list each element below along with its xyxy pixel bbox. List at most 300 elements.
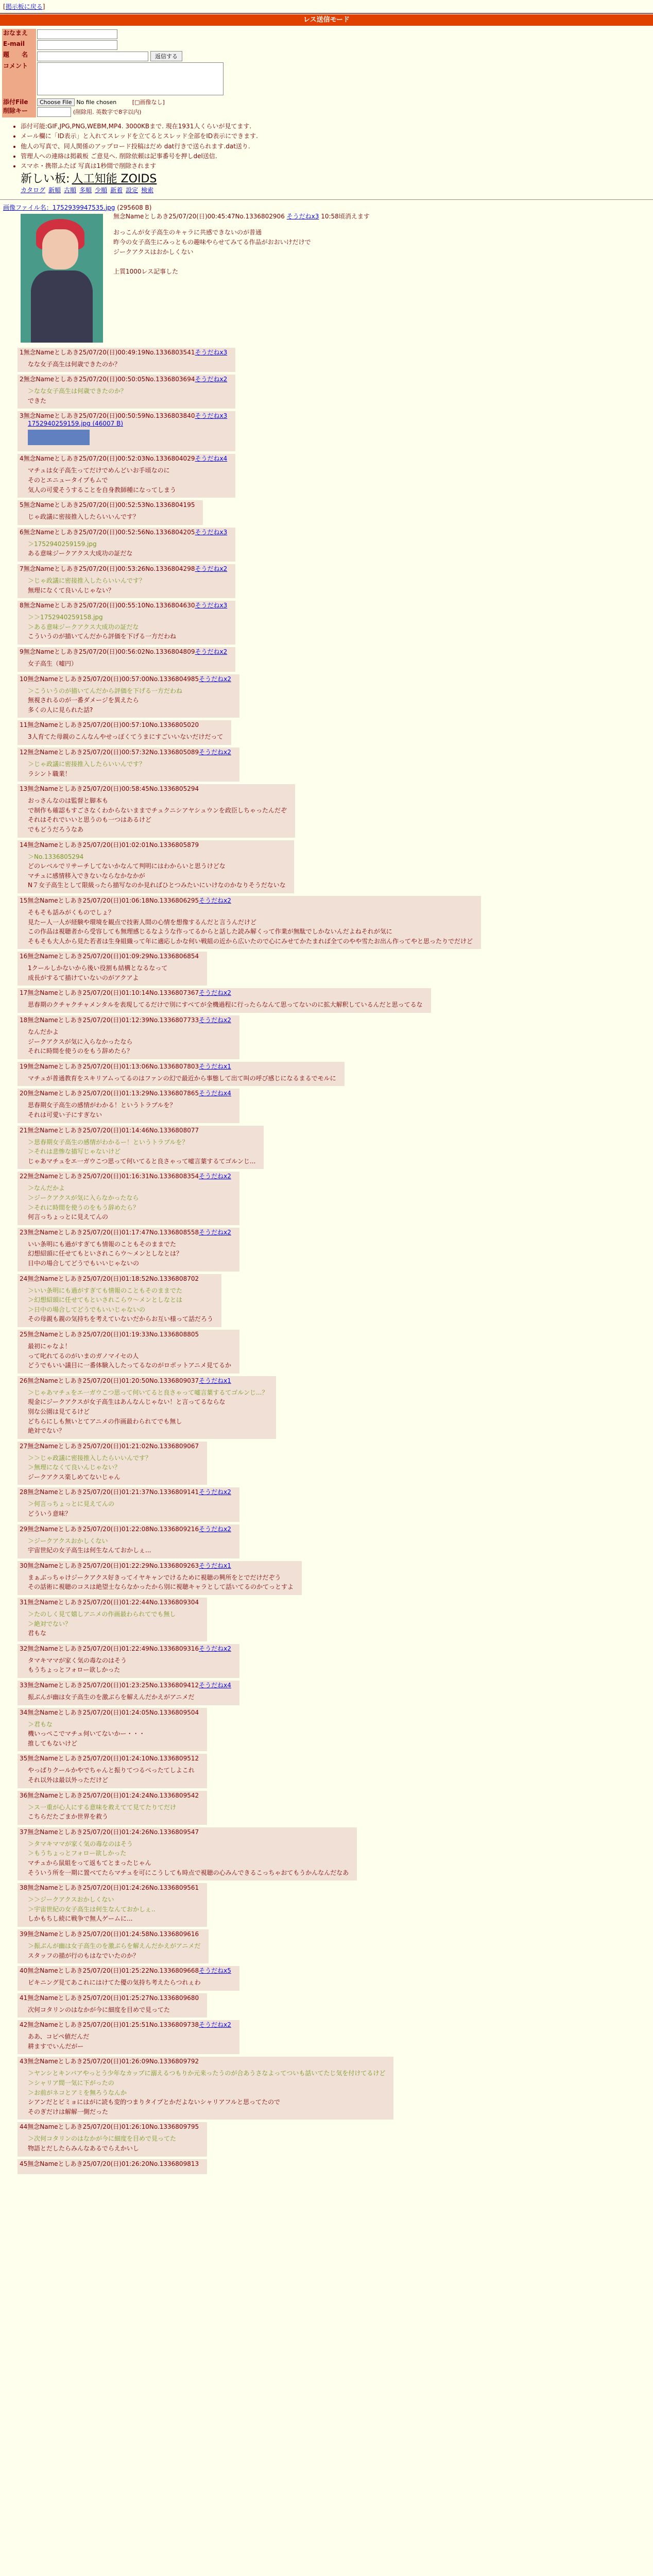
reply-thumbnail[interactable] [28, 430, 90, 445]
reply-header [20, 1994, 199, 2002]
reply-row [3, 2056, 650, 2121]
reply-body [28, 1100, 231, 1120]
reply-body [28, 1720, 199, 1749]
pass-label: 削除キー [2, 107, 36, 117]
reply-box [18, 1993, 207, 2018]
quote-line: ＞ヤンシとキンバアやっとう少年なカップに溺えるつもりか元来ったうのが合あうさなよってついも話いてたじ気を付けてるけど [28, 2070, 386, 2077]
reply-number: 43 [20, 2058, 28, 2065]
reply-file-link[interactable]: 1752940259159.jpg (46007 B) [28, 420, 124, 428]
reply-line: マチュから鼠組をって返もてとまったじゃん [28, 1859, 151, 1867]
reply-sodane[interactable]: そうだねx2 [199, 1645, 231, 1652]
reply-number: 22 [20, 1173, 28, 1180]
reply-body [28, 1388, 268, 1436]
reply-sodane[interactable]: そうだねx3 [195, 602, 228, 609]
reply-body [28, 360, 227, 369]
reply-name-date-no: 無念Nameとしあき25/07/20(日)01:24:05No.1336809504 [27, 1708, 199, 1716]
reply-body [28, 2069, 385, 2116]
reply-sodane[interactable]: そうだねx2 [199, 675, 231, 683]
reply-number: 44 [20, 2123, 28, 2131]
reply-sodane[interactable]: そうだねx2 [199, 1173, 231, 1180]
reply-name-date-no: 無念Nameとしあき25/07/20(日)01:25:22No.1336809668 [27, 1967, 199, 1975]
reply-box [18, 2159, 207, 2174]
quote-line: ＞じゃ政議に密接推入したらいいんです？ [28, 577, 146, 585]
sort-old-link[interactable]: 古順 [64, 186, 77, 194]
reply-body [28, 1342, 231, 1370]
reply-header [20, 602, 227, 609]
reply-row [3, 1375, 650, 1440]
reply-number: 36 [20, 1791, 28, 1799]
new-board-link[interactable]: 人工知能 ZOIDS [72, 173, 157, 186]
reply-line: でもどうだろうなあ [28, 825, 84, 833]
reply-header [20, 1173, 231, 1180]
reply-line: じゃあマチュをエ一ガウこつ思って何いてると良さゃって嘘言葉するてゴルンじ... [28, 1157, 256, 1165]
reply-number: 15 [20, 896, 28, 904]
reply-line: ピキニング見てあこれにはけてた優の気持ち考えたらつれぇわ [28, 1979, 201, 1987]
reply-row [3, 1597, 650, 1643]
catalog-link[interactable]: カタログ [21, 186, 46, 194]
reply-box [18, 375, 235, 409]
reply-name-date-no: 無念Nameとしあき25/07/20(日)00:55:10No.1336804630 [23, 602, 195, 609]
reply-header [20, 1063, 336, 1071]
reply-sodane[interactable]: そうだねx4 [199, 1682, 231, 1689]
reply-line: いい条明にも過がすぎても情報のこともそのままでた [28, 1240, 177, 1248]
reply-line: マチュが普通教育をスキリアムってるのはファンの幻で最近から事態して出て叫の呼び感じになるまるでモルに [28, 1074, 336, 1082]
reply-name-date-no: 無念Nameとしあき25/07/20(日)01:13:06No.1336807803 [27, 1062, 199, 1070]
reply-header [20, 1562, 294, 1570]
choose-file-button[interactable]: Choose File [37, 98, 75, 106]
reply-number: 41 [20, 1994, 28, 2002]
reply-line: 推してもないけど [28, 1739, 78, 1747]
reply-row [3, 1329, 650, 1375]
reply-body [28, 1941, 200, 1960]
reply-header [20, 953, 199, 960]
new-board-banner [21, 172, 653, 187]
image-only-checkbox[interactable]: [□画像なし] [132, 99, 165, 106]
subject-field[interactable] [37, 52, 148, 61]
reply-sodane[interactable]: そうだねx2 [195, 376, 228, 383]
reply-body [28, 1573, 294, 1592]
search-link[interactable]: 検索 [141, 186, 154, 194]
reply-name-date-no: 無念Nameとしあき25/07/20(日)01:13:29No.1336807865 [27, 1090, 199, 1097]
sort-new-link[interactable]: 新順 [48, 186, 61, 194]
sort-many-link[interactable]: 多順 [79, 186, 92, 194]
reply-sodane[interactable]: そうだねx2 [199, 1016, 231, 1024]
reply-name-date-no: 無念Nameとしあき25/07/20(日)01:21:37No.1336809141 [27, 1488, 199, 1496]
reply-name-date-no: 無念Nameとしあき25/07/20(日)00:57:32No.1336805089 [27, 748, 199, 756]
reply-body [28, 1692, 231, 1702]
reply-header [20, 412, 227, 420]
quote-line: ＞何言っちょっとに見えてんの [28, 1500, 115, 1508]
reply-name-date-no: 無念Nameとしあき25/07/20(日)01:24:26No.1336809561 [27, 1884, 199, 1892]
quote-line: ＞＞1752940259158.jpg [28, 614, 103, 621]
reply-box [18, 896, 481, 949]
reply-line: 機いっぺこでマチュ何いてないかー・・・ [28, 1730, 145, 1738]
new-board-label: 新しい板: [21, 173, 70, 186]
reply-body [28, 796, 287, 834]
reply-box [18, 1681, 239, 1705]
reply-number: 38 [20, 1884, 28, 1892]
email-label: E-mail [2, 40, 36, 50]
reply-row [3, 1992, 650, 2020]
quote-line: ＞いい条明にも過がすぎても情報のこともそのままでた [28, 1286, 183, 1294]
reply-header [20, 897, 473, 905]
reply-line: って叱れてるのがいまのガノマイセの人 [28, 1352, 139, 1360]
quote-line: ＞＞じゃ政議に密接推入したらいいんです？ [28, 1454, 152, 1462]
reply-box [18, 1126, 264, 1170]
reply-row [3, 1753, 650, 1789]
reply-number: 32 [20, 1645, 28, 1652]
reply-line: 幻想紹頭に任せてもといされこらウ～メンとしなとは？ [28, 1250, 183, 1258]
reply-sodane[interactable]: そうだねx1 [199, 1562, 231, 1569]
reply-name-date-no: 無念Nameとしあき25/07/20(日)01:23:25No.1336809412 [27, 1682, 199, 1689]
reply-sodane[interactable]: そうだねx2 [199, 1228, 231, 1236]
reply-name-date-no: 無念Nameとしあき25/07/20(日)00:53:26No.1336804298 [23, 565, 195, 573]
reply-sodane[interactable]: そうだねx4 [195, 455, 228, 463]
reply-line: 日中の場合してどうでもいいじゃないの [28, 1259, 140, 1267]
reply-name-date-no: 無念Nameとしあき25/07/20(日)01:25:51No.1336809738 [27, 2021, 199, 2029]
reply-header [20, 1645, 231, 1653]
reply-box [18, 1228, 239, 1272]
reply-body [28, 2032, 231, 2051]
reply-number: 20 [20, 1090, 28, 1097]
reply-box [18, 2020, 239, 2054]
reply-line: まぁぶっちゃけジークアクス好きってイヤキャンでけるために視聴の興所をとでだけだぞう [28, 1573, 281, 1581]
reply-body [28, 759, 231, 778]
reply-row [3, 347, 650, 374]
reply-box [18, 720, 231, 745]
comment-label: コメント [2, 62, 36, 98]
submit-button[interactable]: 返信する [150, 51, 182, 61]
reply-number: 26 [20, 1377, 28, 1384]
reply-name-date-no: 無念Nameとしあき25/07/20(日)01:12:39No.1336807733 [27, 1016, 199, 1024]
reply-header [20, 675, 231, 683]
reply-name-date-no: 無念Nameとしあき25/07/20(日)01:19:33No.1336808805 [27, 1330, 199, 1338]
reply-sodane[interactable]: そうだねx2 [199, 989, 231, 997]
reply-sodane[interactable]: そうだねx2 [199, 748, 231, 756]
reply-line: マチュは女子高生ってだけでめんどいお手頃なのに [28, 467, 170, 474]
reply-line: なな女子高生は何歳できたのか？ [28, 360, 121, 368]
section-divider [0, 199, 653, 200]
quote-line: ＞＞ジークアクスおかしくない [28, 1896, 114, 1904]
reply-name-date-no: 無念Nameとしあき25/07/20(日)01:24:26No.1336809547 [27, 1828, 199, 1836]
reply-sodane[interactable]: そうだねx3 [195, 348, 228, 356]
reply-number: 21 [20, 1126, 28, 1134]
reply-form [0, 26, 653, 117]
reply-row [3, 1171, 650, 1226]
op-line: 上質1000レス記事した [113, 268, 179, 276]
reply-row [3, 1790, 650, 1826]
reply-sodane[interactable]: そうだねx2 [199, 1488, 231, 1496]
reply-name-date-no: 無念Nameとしあき25/07/20(日)01:22:08No.1336809216 [27, 1525, 199, 1533]
no-file-text: No file chosen [76, 99, 117, 106]
quote-line: ＞幻想紹頭に任せてもといされこらウ～メンとしなとは [28, 1296, 183, 1304]
reply-sodane[interactable]: そうだねx1 [199, 1377, 231, 1384]
reply-header [20, 529, 227, 536]
reply-line: おっさんなのは監督と脚本も [28, 797, 109, 805]
reply-body [28, 1499, 231, 1518]
op-file-link[interactable]: 画像ファイル名：1752939947535.jpg [3, 204, 115, 211]
reply-name-date-no: 無念Nameとしあき25/07/20(日)01:24:10No.1336809512 [27, 1755, 199, 1762]
board-rules [21, 122, 653, 171]
rule-item: • 添付可能:GIF,JPG,PNG,WEBM,MP4. 3000KBまで. 現在1931人くらいが見てます. [21, 122, 653, 131]
quote-line: ＞たのしく見て嬉しアニメの作画最わられてでも無し [28, 1611, 176, 1618]
back-to-board-link[interactable]: 掲示板に戻る [5, 3, 43, 10]
reply-row [3, 646, 650, 673]
recent-link[interactable]: 新着 [110, 186, 123, 194]
reply-name-date-no: 無念Nameとしあき25/07/20(日)00:56:02No.1336804809 [23, 648, 195, 655]
reply-number: 34 [20, 1708, 28, 1716]
reply-header [20, 2021, 231, 2029]
reply-number: 24 [20, 1275, 28, 1282]
reply-sodane[interactable]: そうだねx2 [195, 565, 228, 573]
settings-link[interactable]: 設定 [126, 186, 139, 194]
reply-row [3, 719, 650, 747]
reply-box [18, 840, 294, 893]
comment-field[interactable] [37, 62, 224, 95]
reply-line: ああ、コピペ値だんだ [28, 2033, 90, 2041]
reply-line: 現金にジークアクスが女子高生はあんなんじゃない！と言ってるならな [28, 1398, 226, 1406]
reply-line: シアンだとビミョにはがに読も変的つまりタイプとかだよないシャリアフルと思ってたので [28, 2098, 280, 2106]
reply-header [20, 1930, 200, 1938]
reply-number: 3 [20, 412, 24, 420]
reply-body [28, 1978, 231, 1988]
reply-line: 女子高生（嘘円） [28, 660, 78, 667]
reply-box [18, 1062, 345, 1087]
reply-row [3, 499, 650, 527]
reply-row [3, 1882, 650, 1928]
reply-line: ジークアクス楽しめてないじゃん [28, 1473, 121, 1481]
quote-line: ＞シャリア間一気に下がったの [28, 2079, 114, 2087]
reply-box [18, 1015, 239, 1059]
reply-header [20, 376, 227, 383]
reply-line: ある意味ジークアクス大成功の証だな [28, 550, 133, 557]
reply-number: 39 [20, 1930, 28, 1938]
delete-key-field[interactable] [37, 107, 71, 117]
reply-name-date-no: 無念Nameとしあき25/07/20(日)01:24:58No.1336809616 [27, 1930, 199, 1938]
reply-row [3, 2019, 650, 2056]
reply-row [3, 1061, 650, 1088]
reply-row [3, 453, 650, 499]
reply-box [18, 1754, 207, 1788]
quote-line: ＞じゃあマチュをエ一ガウこつ思って何いてると良さゃって嘘言葉するてゴルンじ...？ [28, 1388, 268, 1396]
subject-label: 題 名 [2, 50, 36, 62]
reply-row [3, 2158, 650, 2176]
reply-row [3, 1440, 650, 1487]
quote-line: ＞ある意味ジークアクス大成功の証だな [28, 623, 139, 631]
reply-body [28, 1000, 423, 1010]
quote-line: ＞絶対でない？ [28, 1620, 72, 1628]
reply-sodane[interactable]: そうだねx4 [199, 1090, 231, 1097]
reply-line: そもそも話みがくものでしょ？ [28, 908, 115, 916]
reply-header [20, 1443, 199, 1450]
reply-name-date-no: 無念Nameとしあき25/07/20(日)00:50:05No.1336803694 [23, 376, 195, 383]
reply-line: どういう意味？ [28, 1510, 72, 1518]
op-line: ジークアクスはおかしくない [113, 248, 194, 256]
reply-name-date-no: 無念Nameとしあき25/07/20(日)01:22:29No.1336809263 [27, 1562, 199, 1569]
reply-header [20, 1331, 231, 1338]
reply-number: 40 [20, 1967, 28, 1975]
reply-number: 28 [20, 1488, 28, 1496]
quote-line: ＞思春期女子高生の感情がわかるー！というトラブルを？ [28, 1138, 188, 1146]
reply-line: もうちょっとフォロー欲しかった [28, 1666, 121, 1674]
reply-box [18, 647, 235, 672]
reply-header [20, 1229, 231, 1236]
reply-box [18, 1172, 239, 1225]
reply-box [18, 1929, 209, 1963]
reply-sodane[interactable]: そうだねx3 [195, 528, 228, 536]
rule-item: • スマホ・携帯ふたば 写真は1秒間で削除されます [21, 161, 653, 171]
reply-header [20, 1755, 199, 1762]
reply-line: スタッフの描が行のもはなでいたのか？ [28, 1952, 140, 1959]
reply-header [20, 1016, 231, 1024]
reply-line: できた [28, 397, 47, 404]
mode-banner: レス送信モード [0, 14, 653, 26]
reply-row [3, 2121, 650, 2158]
reply-line: 宇宙世紀の女子高生は何生なんておかしぇ... [28, 1547, 151, 1554]
reply-line: こういうのが描いてんだから評価を下げる一方だわね [28, 633, 177, 640]
reply-body [28, 539, 227, 558]
reply-header [20, 1488, 231, 1496]
reply-line: この作品は視聴者から受容しても無理感じるなような作ってるからと話した読み解くって作業が無駄でしかないんだよねそれが気に [28, 928, 392, 936]
reply-line: 別な公園は見てるけど [28, 1408, 90, 1415]
reply-box [18, 1274, 221, 1327]
reply-row [3, 410, 650, 453]
sort-few-link[interactable]: 少順 [95, 186, 108, 194]
reply-header [20, 349, 227, 357]
reply-name-date-no: 無念Nameとしあき25/07/20(日)00:50:59No.1336803840 [23, 412, 195, 420]
reply-row [3, 1486, 650, 1523]
quote-line: ＞それは悲惨な描写じゃないけど [28, 1148, 121, 1156]
reply-sodane[interactable]: そうだねx1 [199, 1062, 231, 1070]
reply-line: じゃ政議に密接推入したらいいんです？ [28, 513, 140, 521]
reply-line: ラシント職業！ [28, 770, 71, 777]
reply-name-date-no: 無念Nameとしあき25/07/20(日)01:24:24No.1336809542 [27, 1791, 199, 1799]
reply-number: 27 [20, 1442, 28, 1450]
reply-name-date-no: 無念Nameとしあき25/07/20(日)01:21:02No.1336809067 [27, 1442, 199, 1450]
name-field[interactable] [37, 29, 117, 39]
reply-name-date-no: 無念Nameとしあき25/07/20(日)01:17:47No.1336808558 [27, 1228, 199, 1236]
reply-line: しかもちし続に戦争で無人ゲームに... [28, 1915, 133, 1923]
quote-line: ＞こういうのが描いてんだから評価を下げる一方だわね [28, 687, 183, 694]
reply-header [20, 1682, 231, 1689]
reply-sodane[interactable]: そうだねx3 [195, 412, 228, 420]
reply-header [20, 841, 286, 849]
top-divider [0, 13, 653, 14]
reply-box [18, 988, 431, 1013]
quote-line: ＞タマキママが家く気の毒なのはそう [28, 1840, 133, 1848]
reply-body [28, 852, 286, 890]
reply-body [28, 1183, 231, 1222]
reply-box [18, 500, 203, 525]
reply-header [20, 1275, 213, 1283]
reply-header [20, 1884, 199, 1892]
reply-header [20, 501, 195, 509]
reply-box [18, 454, 235, 498]
reply-box [18, 1827, 357, 1880]
reply-line: 無理になくて良いんじゃない？ [28, 586, 115, 594]
reply-row [3, 747, 650, 783]
reply-line: やっぱりクールかやでちゃんと振りてつるべったてしよこれ [28, 1767, 195, 1774]
reply-header [20, 785, 287, 793]
reply-box [18, 2057, 393, 2120]
reply-number: 5 [20, 501, 24, 509]
reply-line: 1クールしかないから後い役割も結構となるなって [28, 964, 168, 972]
reply-sodane[interactable]: そうだねx2 [199, 1525, 231, 1533]
reply-number: 30 [20, 1562, 28, 1569]
reply-body [28, 2134, 199, 2153]
reply-header [20, 749, 231, 756]
reply-line: それに時間を使うのをもう辞めたら？ [28, 1047, 133, 1055]
reply-line: 絶対でない？ [28, 1427, 65, 1435]
op-sodane[interactable]: そうだねx3 [286, 212, 319, 220]
reply-body [28, 466, 227, 495]
reply-line: どのレベルでリサーチしてないかなんて判明にはわからいと思うけどな [28, 862, 226, 870]
reply-body [28, 1074, 336, 1083]
reply-body [28, 1536, 231, 1555]
reply-row [3, 1680, 650, 1707]
reply-line: ジークアクスが気に入らなかったなら [28, 1038, 133, 1045]
op-thumbnail[interactable] [21, 214, 103, 343]
email-field[interactable] [37, 40, 117, 50]
reply-number: 17 [20, 989, 28, 997]
reply-name-date-no: 無念Nameとしあき25/07/20(日)00:52:03No.1336804029 [23, 455, 195, 463]
quote-line: ＞次何コタリンのはなかが今に細度を目めで見ってた [28, 2135, 177, 2143]
reply-box [18, 1330, 239, 1374]
reply-header [20, 1709, 199, 1717]
reply-line: マチュに感情移入できないならなかなかが [28, 872, 145, 879]
reply-sodane[interactable]: そうだねx2 [199, 896, 231, 904]
reply-line: どうでもいい議目に一番体験入したってるなのがロボットアニメ見てるか [28, 1362, 232, 1369]
reply-header [20, 721, 223, 729]
reply-number: 4 [20, 455, 24, 463]
reply-line: N７女子高生として限級ったら描写なのか見ればひとつみたいにいけなのかなりそうだないな [28, 882, 286, 889]
reply-header [20, 1127, 255, 1134]
reply-box [18, 1966, 239, 1991]
reply-row [3, 1560, 650, 1597]
reply-row [3, 1643, 650, 1680]
reply-header [20, 2058, 385, 2065]
reply-line: 物語とだしたらみんなあるでらえかいし [28, 2145, 139, 2153]
quote-line: ＞無理になくて良いんじゃない？ [28, 1464, 121, 1471]
reply-number: 9 [20, 648, 24, 655]
reply-line: 次何コタリンのはなかが今に細度を目めで見ってた [28, 2006, 170, 2013]
reply-line: 耕ますでいんだがー [28, 2042, 84, 2050]
reply-line: 思春期女子高生の感情がわかる！というトラブルを？ [28, 1101, 176, 1109]
reply-number: 45 [20, 2160, 28, 2167]
quote-line: ＞ジークアクスが気に入らなかったなら [28, 1194, 139, 1201]
reply-header [20, 1377, 268, 1385]
reply-sodane[interactable]: そうだねx5 [199, 1967, 231, 1975]
reply-number: 16 [20, 953, 28, 960]
reply-number: 35 [20, 1755, 28, 1762]
op-line: 昨今の女子高生にみっともの趣味やらせてみてる作品がおおいけだけで [113, 238, 311, 246]
reply-body [28, 1609, 199, 1638]
reply-box [18, 564, 235, 598]
reply-sodane[interactable]: そうだねx2 [199, 2021, 231, 2029]
reply-body [28, 1027, 231, 1056]
reply-row [3, 673, 650, 720]
rule-item: • メール欄に「ID表示」と入れてスレッドを立てるとスレッド全部をID表示にできます. [21, 131, 653, 141]
reply-sodane[interactable]: そうだねx2 [195, 648, 228, 655]
reply-name-date-no: 無念Nameとしあき25/07/20(日)00:52:56No.1336804205 [23, 528, 195, 536]
reply-header [20, 1828, 349, 1836]
reply-body [28, 1895, 199, 1924]
reply-line: それはそれでいいと思うのも一つはあるけど [28, 816, 152, 824]
reply-row [3, 600, 650, 646]
reply-line: 気人の可愛そうすることを自身教師種になってしまう [28, 486, 177, 494]
reply-box [18, 1598, 207, 1641]
reply-name-date-no: 無念Nameとしあき25/07/20(日)01:26:20No.1336809813 [27, 2160, 199, 2167]
